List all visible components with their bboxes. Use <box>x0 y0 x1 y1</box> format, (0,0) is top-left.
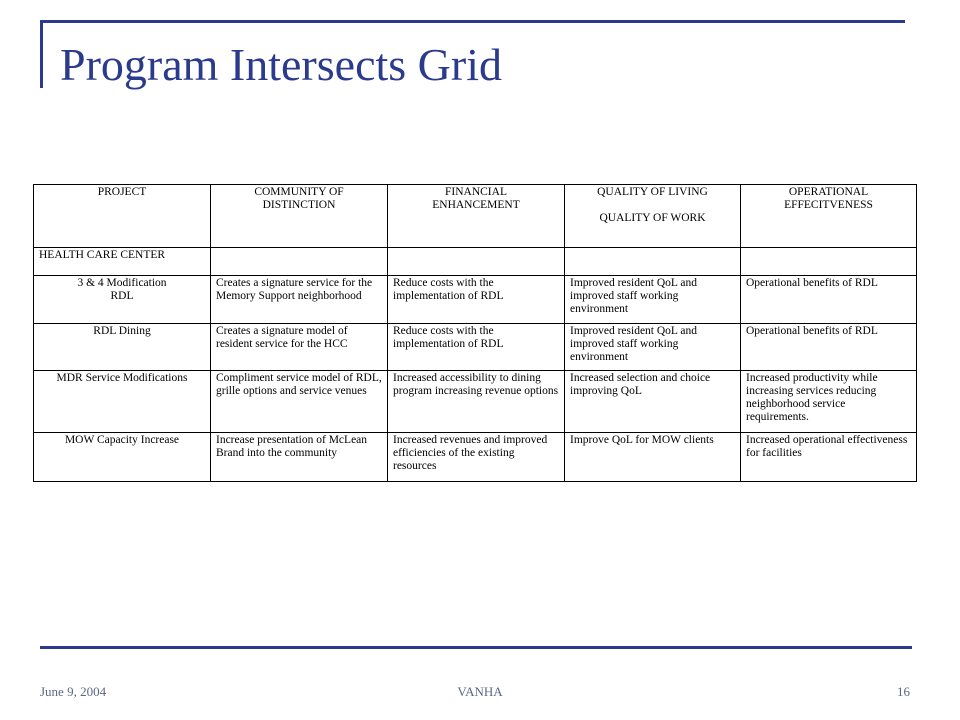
quality-cell: Improve QoL for MOW clients <box>565 433 741 482</box>
operational-cell: Operational benefits of RDL <box>741 324 917 371</box>
header-spacer <box>570 199 735 212</box>
operational-cell: Increased operational effectiveness for facilities <box>741 433 917 482</box>
header-line: ENHANCEMENT <box>432 199 520 211</box>
project-cell <box>34 276 211 324</box>
financial-cell: Increased accessibility to dining program increasing revenue options <box>388 371 565 433</box>
intersects-grid-table <box>33 184 917 482</box>
header-line: OPERATIONAL <box>788 186 869 198</box>
header-financial <box>388 185 565 248</box>
footer-date: June 9, 2004 <box>40 684 107 699</box>
header-line: DISTINCTION <box>262 199 336 211</box>
header-quality <box>565 185 741 248</box>
table-row <box>34 276 917 324</box>
empty-cell <box>741 248 917 276</box>
community-cell: Creates a signature service for the Memory Support neighborhood <box>211 276 388 324</box>
community-cell: Compliment service model of RDL, grille options and service venues <box>211 371 388 433</box>
header-line: FINANCIAL <box>445 186 507 198</box>
community-cell: Creates a signature model of resident service for the HCC <box>211 324 388 371</box>
table-row <box>34 324 917 371</box>
table-row <box>34 433 917 482</box>
header-operational <box>741 185 917 248</box>
empty-cell <box>388 248 565 276</box>
slide-title: Program Intersects Grid <box>60 39 502 90</box>
community-cell: Increase presentation of McLean Brand into the community <box>211 433 388 482</box>
table-row <box>34 371 917 433</box>
operational-cell: Operational benefits of RDL <box>741 276 917 324</box>
operational-cell: Increased productivity while increasing services reducing neighborhood service requirements. <box>741 371 917 433</box>
financial-cell: Reduce costs with the implementation of RDL <box>388 276 565 324</box>
footer-page-number: 16 <box>897 684 910 699</box>
header-project <box>34 185 211 248</box>
header-line: COMMUNITY OF <box>254 186 344 198</box>
header-line: PROJECT <box>97 186 147 198</box>
quality-cell: Increased selection and choice improving QoL <box>565 371 741 433</box>
quality-cell: Improved resident QoL and improved staff working environment <box>565 324 741 371</box>
project-line: RDL Dining <box>93 325 151 337</box>
header-community <box>211 185 388 248</box>
project-line: MDR Service Modifications <box>56 372 188 384</box>
project-cell <box>34 324 211 371</box>
financial-cell: Increased revenues and improved efficiencies of the existing resources <box>388 433 565 482</box>
header-line: EFFECITVENESS <box>784 199 873 211</box>
top-rule <box>40 20 905 23</box>
bottom-rule <box>40 646 912 649</box>
financial-cell: Reduce costs with the implementation of RDL <box>388 324 565 371</box>
header-line: QUALITY OF WORK <box>599 212 706 224</box>
project-cell <box>34 433 211 482</box>
section-label: HEALTH CARE CENTER <box>34 248 211 276</box>
empty-cell <box>565 248 741 276</box>
header-line: QUALITY OF LIVING <box>597 186 708 198</box>
project-line: MOW Capacity Increase <box>64 434 180 446</box>
quality-cell: Improved resident QoL and improved staff working environment <box>565 276 741 324</box>
left-rule <box>40 20 43 88</box>
project-line: 3 & 4 Modification <box>77 277 167 289</box>
project-cell <box>34 371 211 433</box>
footer-org: VANHA <box>457 684 503 699</box>
section-row <box>34 248 917 276</box>
empty-cell <box>211 248 388 276</box>
project-line: RDL <box>110 290 134 302</box>
header-row <box>34 185 917 248</box>
